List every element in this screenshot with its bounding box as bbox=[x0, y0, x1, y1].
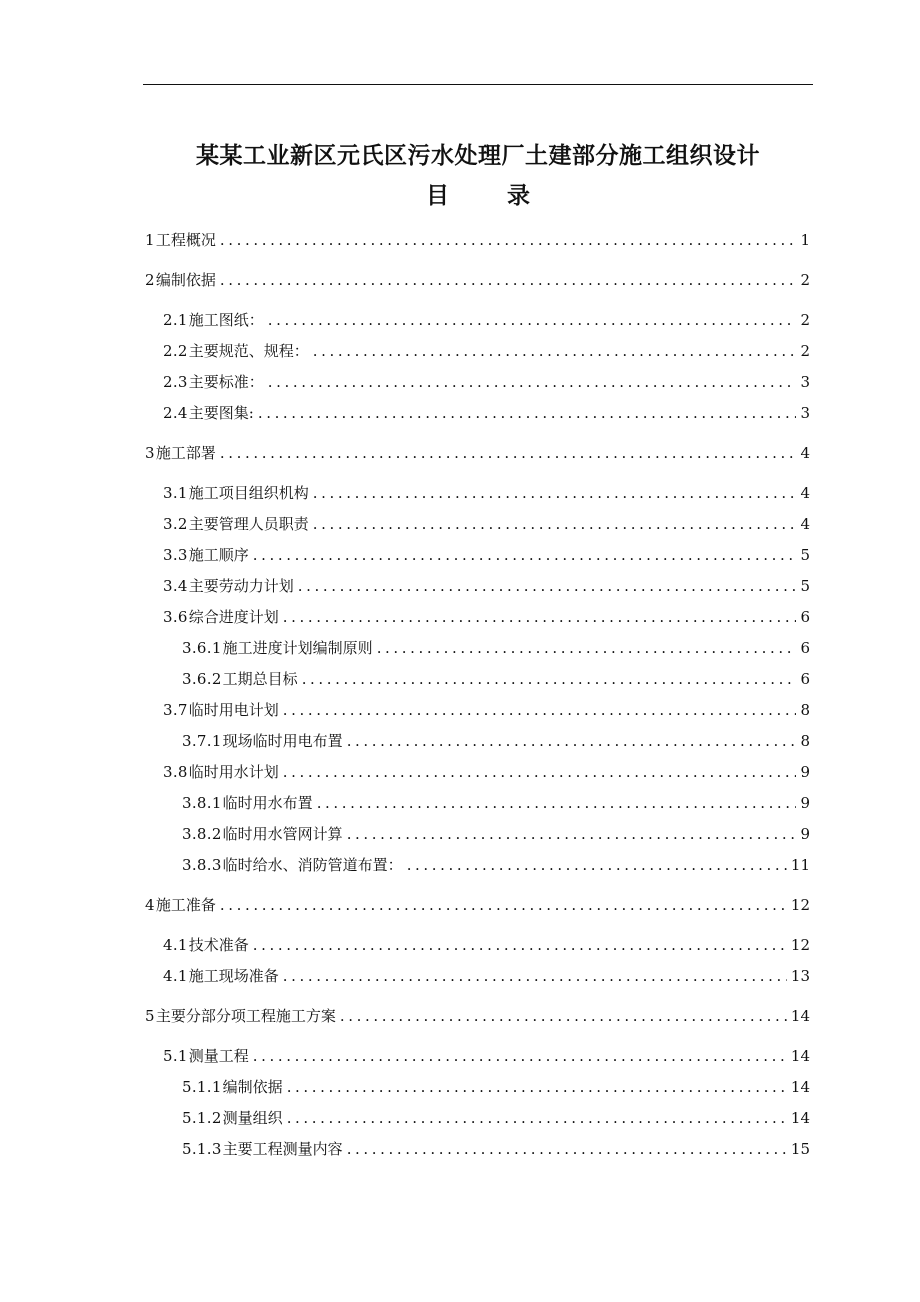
toc-entry[interactable] bbox=[145, 228, 810, 252]
document-title: 某某工业新区元氏区污水处理厂土建部分施工组织设计 bbox=[196, 143, 760, 169]
toc-dot-leader bbox=[283, 760, 797, 784]
toc-entry[interactable] bbox=[145, 370, 810, 394]
toc-dot-leader bbox=[347, 729, 797, 753]
toc-entry-page-number: 1 bbox=[800, 231, 810, 249]
toc-entry-page-number: 5 bbox=[800, 577, 810, 595]
toc-entry-number: 3.6.2 bbox=[182, 670, 222, 688]
toc-entry[interactable] bbox=[145, 481, 810, 505]
toc-list bbox=[145, 0, 810, 1302]
toc-dot-leader bbox=[347, 1137, 787, 1161]
toc-entry-page-number: 2 bbox=[800, 271, 810, 289]
toc-entry-page-number: 14 bbox=[790, 1078, 810, 1096]
toc-entry-number: 3.6 bbox=[163, 608, 188, 626]
toc-dot-leader bbox=[287, 1106, 787, 1130]
toc-entry-page-number: 14 bbox=[790, 1109, 810, 1127]
toc-dot-leader bbox=[347, 822, 797, 846]
toc-dot-leader bbox=[253, 543, 797, 567]
toc-entry-number: 3.7 bbox=[163, 701, 188, 719]
toc-entry-label: 施工顺序 bbox=[188, 546, 249, 564]
toc-entry-label: 施工图纸： bbox=[188, 311, 264, 329]
toc-entry-label: 主要分部分项工程施工方案 bbox=[155, 1007, 336, 1025]
toc-entry-page-number: 4 bbox=[800, 444, 810, 462]
toc-entry-number: 5.1.3 bbox=[182, 1140, 222, 1158]
toc-entry-page-number: 14 bbox=[790, 1007, 810, 1025]
toc-entry-page-number: 11 bbox=[790, 856, 810, 874]
toc-entry-label: 施工部署 bbox=[155, 444, 216, 462]
toc-dot-leader bbox=[253, 1044, 787, 1068]
toc-entry-label: 测量工程 bbox=[188, 1047, 249, 1065]
toc-heading-char: 目 bbox=[426, 183, 449, 209]
toc-entry[interactable] bbox=[145, 574, 810, 598]
toc-entry-label: 施工准备 bbox=[155, 896, 216, 914]
toc-entry-label: 编制依据 bbox=[222, 1078, 283, 1096]
toc-entry-page-number: 9 bbox=[800, 825, 810, 843]
toc-entry-number: 3.1 bbox=[163, 484, 188, 502]
toc-entry[interactable] bbox=[145, 605, 810, 629]
toc-entry-number: 3.8.2 bbox=[182, 825, 222, 843]
toc-entry-number: 3.6.1 bbox=[182, 639, 222, 657]
toc-entry-label: 现场临时用电布置 bbox=[222, 732, 343, 750]
toc-entry-label: 主要规范、规程： bbox=[188, 342, 309, 360]
toc-entry-label: 工程概况 bbox=[155, 231, 216, 249]
toc-dot-leader bbox=[317, 791, 797, 815]
toc-dot-leader bbox=[253, 933, 787, 957]
toc-entry-page-number: 12 bbox=[790, 896, 810, 914]
toc-dot-leader bbox=[340, 1004, 787, 1028]
toc-entry[interactable] bbox=[145, 1106, 810, 1130]
toc-dot-leader bbox=[313, 339, 797, 363]
toc-dot-leader bbox=[220, 228, 797, 252]
toc-entry-label: 综合进度计划 bbox=[188, 608, 279, 626]
toc-entry-number: 4 bbox=[145, 896, 155, 914]
toc-entry-page-number: 3 bbox=[800, 373, 810, 391]
toc-entry-label: 临时用电计划 bbox=[188, 701, 279, 719]
toc-entry-page-number: 4 bbox=[800, 484, 810, 502]
toc-entry-label: 主要标准： bbox=[188, 373, 264, 391]
toc-entry-label: 临时用水布置 bbox=[222, 794, 313, 812]
toc-entry-page-number: 9 bbox=[800, 763, 810, 781]
toc-dot-leader bbox=[268, 308, 797, 332]
toc-entry-number: 5.1.2 bbox=[182, 1109, 222, 1127]
toc-entry[interactable] bbox=[145, 853, 810, 877]
toc-entry[interactable] bbox=[145, 893, 810, 917]
toc-dot-leader bbox=[220, 441, 797, 465]
toc-entry-page-number: 8 bbox=[800, 732, 810, 750]
toc-entry-label: 临时用水管网计算 bbox=[222, 825, 343, 843]
toc-entry[interactable] bbox=[145, 268, 810, 292]
toc-dot-leader bbox=[283, 964, 787, 988]
toc-entry-number: 5.1 bbox=[163, 1047, 188, 1065]
toc-dot-leader bbox=[407, 853, 787, 877]
toc-dot-leader bbox=[302, 667, 797, 691]
toc-dot-leader bbox=[287, 1075, 787, 1099]
toc-dot-leader bbox=[283, 605, 797, 629]
toc-entry-number: 2.2 bbox=[163, 342, 188, 360]
toc-entry-number: 3 bbox=[145, 444, 155, 462]
toc-entry-number: 1 bbox=[145, 231, 155, 249]
toc-dot-leader bbox=[298, 574, 797, 598]
toc-entry-page-number: 9 bbox=[800, 794, 810, 812]
toc-entry-number: 3.8 bbox=[163, 763, 188, 781]
toc-entry-page-number: 6 bbox=[800, 639, 810, 657]
toc-entry[interactable] bbox=[145, 636, 810, 660]
toc-entry[interactable] bbox=[145, 401, 810, 425]
toc-entry[interactable] bbox=[145, 1075, 810, 1099]
toc-entry[interactable] bbox=[145, 308, 810, 332]
toc-heading-char: 录 bbox=[507, 183, 530, 209]
toc-entry-number: 3.7.1 bbox=[182, 732, 222, 750]
toc-entry-label: 测量组织 bbox=[222, 1109, 283, 1127]
toc-entry-number: 4.1 bbox=[163, 936, 188, 954]
toc-entry-page-number: 2 bbox=[800, 342, 810, 360]
toc-dot-leader bbox=[220, 268, 797, 292]
toc-entry-page-number: 13 bbox=[790, 967, 810, 985]
toc-entry-page-number: 5 bbox=[800, 546, 810, 564]
toc-dot-leader bbox=[313, 512, 797, 536]
toc-entry-label: 主要劳动力计划 bbox=[188, 577, 294, 595]
toc-entry-number: 3.2 bbox=[163, 515, 188, 533]
toc-entry-page-number: 14 bbox=[790, 1047, 810, 1065]
toc-entry-page-number: 3 bbox=[800, 404, 810, 422]
toc-entry-label: 编制依据 bbox=[155, 271, 216, 289]
toc-entry-number: 3.8.3 bbox=[182, 856, 222, 874]
toc-entry-label: 临时给水、消防管道布置： bbox=[222, 856, 403, 874]
toc-dot-leader bbox=[220, 893, 787, 917]
toc-entry[interactable] bbox=[145, 512, 810, 536]
toc-dot-leader bbox=[377, 636, 797, 660]
toc-entry[interactable] bbox=[145, 822, 810, 846]
toc-entry-page-number: 4 bbox=[800, 515, 810, 533]
toc-entry-number: 2.1 bbox=[163, 311, 188, 329]
toc-entry[interactable] bbox=[145, 1137, 810, 1161]
toc-entry-number: 3.3 bbox=[163, 546, 188, 564]
toc-entry[interactable] bbox=[145, 729, 810, 753]
toc-entry-number: 3.4 bbox=[163, 577, 188, 595]
toc-entry-page-number: 6 bbox=[800, 608, 810, 626]
toc-entry[interactable] bbox=[145, 667, 810, 691]
toc-entry-label: 施工现场准备 bbox=[188, 967, 279, 985]
toc-entry-label: 施工项目组织机构 bbox=[188, 484, 309, 502]
toc-entry-number: 5 bbox=[145, 1007, 155, 1025]
toc-entry[interactable] bbox=[145, 933, 810, 957]
toc-entry-label: 主要管理人员职责 bbox=[188, 515, 309, 533]
toc-entry[interactable] bbox=[145, 964, 810, 988]
toc-entry-page-number: 6 bbox=[800, 670, 810, 688]
toc-entry-page-number: 12 bbox=[790, 936, 810, 954]
toc-entry-page-number: 8 bbox=[800, 701, 810, 719]
toc-entry-label: 施工进度计划编制原则 bbox=[222, 639, 373, 657]
toc-dot-leader bbox=[258, 401, 797, 425]
toc-dot-leader bbox=[268, 370, 797, 394]
toc-entry[interactable] bbox=[145, 441, 810, 465]
toc-entry[interactable] bbox=[145, 543, 810, 567]
toc-entry-label: 技术准备 bbox=[188, 936, 249, 954]
toc-entry-label: 主要工程测量内容 bbox=[222, 1140, 343, 1158]
toc-entry-number: 2 bbox=[145, 271, 155, 289]
toc-entry-number: 5.1.1 bbox=[182, 1078, 222, 1096]
toc-dot-leader bbox=[283, 698, 797, 722]
toc-entry[interactable] bbox=[145, 339, 810, 363]
toc-entry-label: 临时用水计划 bbox=[188, 763, 279, 781]
toc-entry-label: 工期总目标 bbox=[222, 670, 298, 688]
toc-entry[interactable] bbox=[145, 1004, 810, 1028]
toc-entry-number: 2.3 bbox=[163, 373, 188, 391]
toc-entry[interactable] bbox=[145, 760, 810, 784]
toc-entry-page-number: 2 bbox=[800, 311, 810, 329]
toc-dot-leader bbox=[313, 481, 797, 505]
toc-entry-label: 主要图集: bbox=[188, 404, 254, 422]
toc-entry-page-number: 15 bbox=[790, 1140, 810, 1158]
toc-entry-number: 4.1 bbox=[163, 967, 188, 985]
toc-entry-number: 3.8.1 bbox=[182, 794, 222, 812]
toc-entry-number: 2.4 bbox=[163, 404, 188, 422]
toc-entry[interactable] bbox=[145, 1044, 810, 1068]
toc-entry[interactable] bbox=[145, 791, 810, 815]
toc-entry[interactable] bbox=[145, 698, 810, 722]
